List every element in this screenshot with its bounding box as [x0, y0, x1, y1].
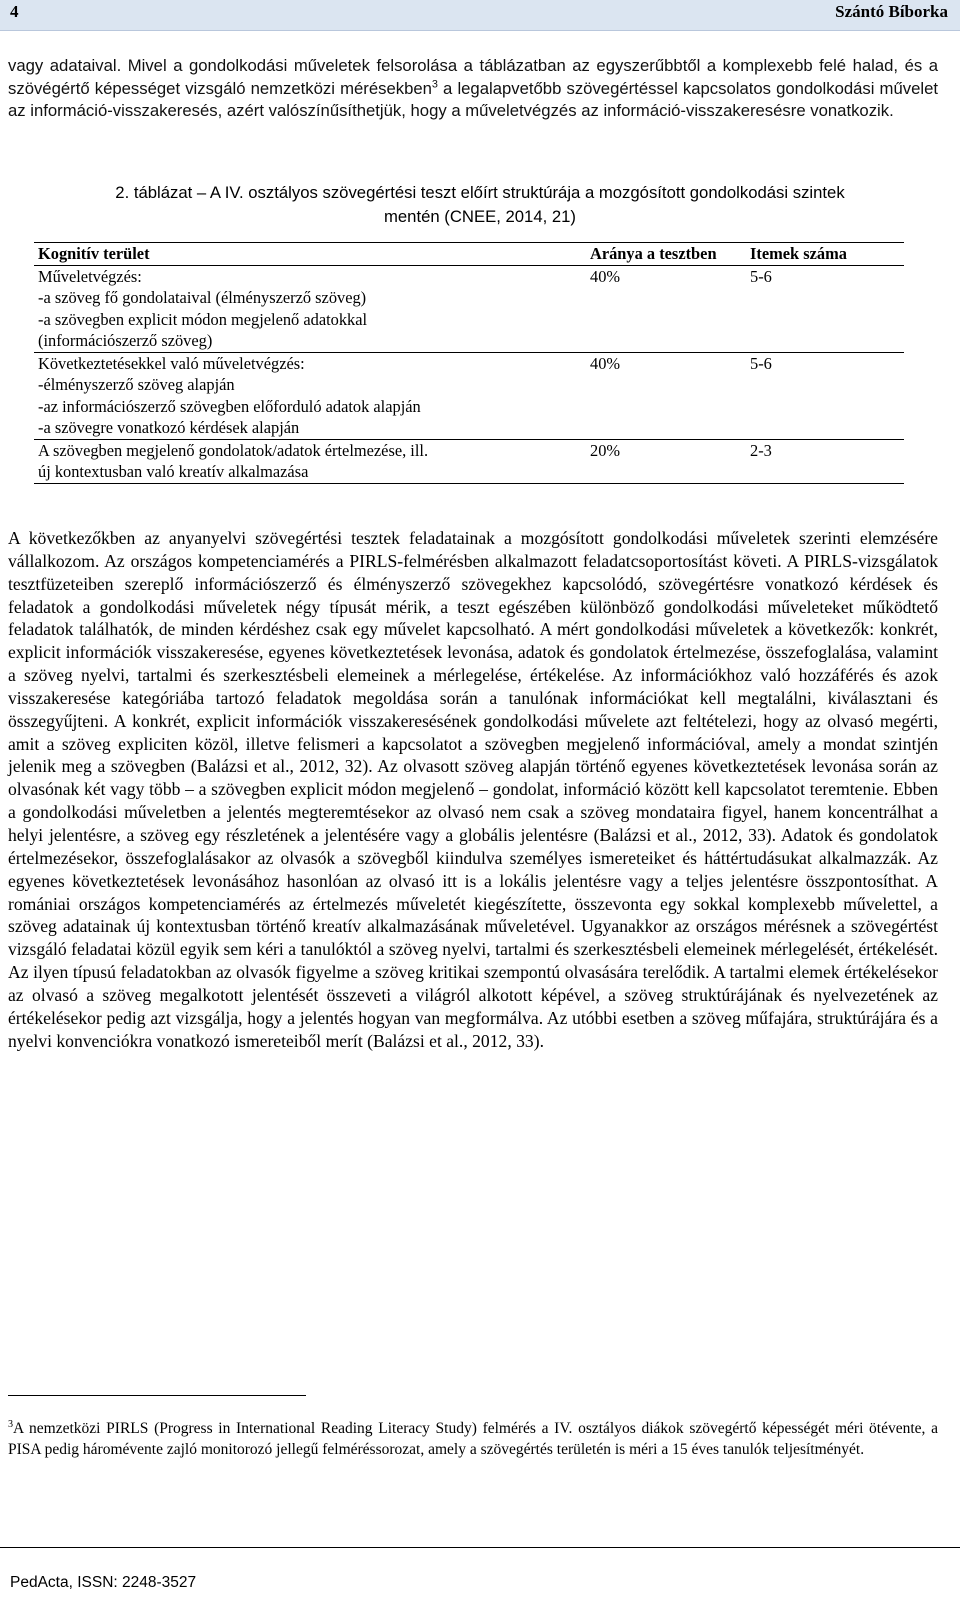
- cell-line: A szövegben megjelenő gondolatok/adatok értelmezése, ill.: [38, 440, 429, 460]
- page-number: 4: [10, 2, 19, 21]
- table-caption: [0, 181, 960, 229]
- footnote-reference[interactable]: 3: [431, 78, 438, 91]
- share-cell: 40%: [586, 265, 746, 352]
- intro-text-after: a legalapvetőbb szövegértéssel kapcsolatos gondolkodási művelet az információ-visszakeresés, azért valószínűsíthetjük, hogy a műveletvégzés az információ-visszakeresésre vonatkozik.: [8, 78, 938, 121]
- item-count-cell: 2-3: [746, 439, 904, 483]
- footnote-number: 3: [8, 1418, 14, 1430]
- footnote: [8, 1418, 938, 1460]
- item-count-cell: 5-6: [746, 265, 904, 352]
- cell-line: -élményszerző szöveg alapján: [38, 375, 235, 394]
- cell-line: -a szövegre vonatkozó kérdések alapján: [38, 418, 300, 437]
- cell-line: új kontextusban való kreatív alkalmazása: [38, 462, 309, 481]
- cell-line: -az információszerző szövegben előforduló adatok alapján: [38, 396, 421, 416]
- table-row: [34, 439, 904, 483]
- intro-text-before: vagy adataival. Mivel a gondolkodási műveletek felsorolása a táblázatban az egyszerűbbtől a komplexebb felé halad, és a szövégértő képességet vizsgáló nemzetközi mérésekben: [8, 56, 938, 98]
- cognitive-areas-table: [34, 242, 904, 484]
- cognitive-area-cell: [34, 439, 586, 483]
- cognitive-area-cell: [34, 265, 586, 352]
- table-header-row: [34, 243, 904, 266]
- share-cell: 40%: [586, 352, 746, 439]
- cell-line: -a szövegben explicit módon megjelenő adatokkal: [38, 309, 368, 329]
- cell-line: (információszerző szöveg): [38, 331, 213, 350]
- table-caption-line1: 2. táblázat – A IV. osztályos szövegértési teszt előírt struktúrája a mozgósított gondolkodási szintek: [115, 183, 845, 202]
- cell-line: Következtetésekkel való műveletvégzés:: [38, 353, 305, 373]
- header-item-count: Itemek száma: [746, 243, 904, 266]
- share-cell: 20%: [586, 439, 746, 483]
- table-row: [34, 265, 904, 352]
- table-caption-line2: mentén (CNEE, 2014, 21): [383, 207, 576, 226]
- page-footer: PedActa, ISSN: 2248-3527: [10, 1574, 197, 1591]
- table-row: [34, 352, 904, 439]
- body-paragraph: A következőkben az anyanyelvi szövegértési tesztek feladatainak a mozgósított gondolkodási műveletek szerinti elemzésére vállalkozom. Az országos kompetenciamérés a PIRLS-felmérésben alkalmazott feladatcsoportosítást követi. A PIRLS-vizsgálatok tesztfüzeteiben szereplő információszerző és élményszerző szövegekhez kapcsolódó, szövegértésre vonatkozó kérdések és feladatok a gondolkodási műveletek négy típusát mérik, a teszt egészében különböző gondolkodási műveleteket működtető feladatok találhatók, de minden kérdéshez csak egy művelet kapcsolható. A mért gondolkodási műveletek a következők: konkrét, explicit információk visszakeresése, egyenes következtetések levonása, adatok és gondolatok értelmezése, összefoglalása, valamint a szöveg nyelvi, tartalmi és szerkesztésbeli elemeinek a mérlegelése, értékelése. Az információkhoz való hozzáférés és azok visszakeresése kategóriába tartozó feladatok megoldása során a tanulónak információkat kell megtalálni, kiválasztani és összegyűjteni. A konkrét, explicit információk visszakeresésének gondolkodási művelete azt feltételezi, hogy az olvasó megérti, amit a szöveg expliciten közöl, illetve felismeri a kapcsolatot a szövegben megjelenő információval, amely a mondat szintjén jelenik meg a szövegben (Balázsi et al., 2012, 32). Az olvasott szöveg alapján történő egyenes következtetések levonása során az olvasónak két vagy több – a szövegben explicit módon megjelenő – gondolat, információ között kell kapcsolatot teremtenie. Ebben a gondolkodási műveletben a jelentés megteremtésekor az olvasó nem csak a szöveg mondataira figyel, hanem koncentrálhat a helyi jelentésre, a szöveg egy részletének a jelentésére vagy a globális jelentésre (Balázsi et al., 2012, 33). Adatok és gondolatok értelmezésekor, összefoglalásakor az olvasók a szövegből kiindulva személyes ismereteiket és háttértudásukat alkalmazzák. Az egyenes következtetések levonásához hasonlóan az olvasó itt is a lokális jelentésre vagy a teljes jelentésre összpontosíthat. A romániai országos kompetenciamérés az értelmezés műveletét kiegészítette, összevonta egy sokkal komplexebb művelettel, a szöveg adatainak új kontextusban történő kreatív alkalmazásának műveletével. Ugyanakkor az országos mérésnek a szövegértést vizsgáló feladatai közül egyik sem kéri a tanulóktól a szöveg nyelvi, tartalmi és szerkesztésbeli elemeinek mérlegelését, értékelését. Az ilyen típusú feladatokban az olvasók figyelme a szöveg kritikai szempontú olvasására terelődik. A tartalmi elemek értékelésekor az olvasó a szöveg megalkotott jelentését összeveti a világról alkotott képével, a szöveg struktúrájának és nyelvezetének az értékelésekor pedig azt vizsgálja, hogy a jelentés hogyan van megformálva. Az utóbbi esetben a szöveg műfajára, struktúrájára és a nyelvi konvenciókra vonatkozó ismereteiből merít (Balázsi et al., 2012, 33).: [8, 528, 938, 1051]
- item-count-cell: 5-6: [746, 352, 904, 439]
- header-share: Aránya a tesztben: [586, 243, 746, 266]
- cell-line: Műveletvégzés:: [38, 266, 142, 286]
- page-header: [0, 0, 960, 31]
- footnote-separator: [8, 1395, 306, 1396]
- header-cognitive-area: Kognitív terület: [34, 243, 586, 266]
- footnote-text: A nemzetközi PIRLS (Progress in International Reading Literacy Study) felmérés a IV. osztályos diákok szövegértő képességét méri ötévente, a PISA pedig háromévente zajló monitorozó jellegű felméréssorozat, amely a szövegértés területén is méri a 15 éves tanulók teljesítményét.: [8, 1420, 938, 1458]
- running-head-author: Szántó Bíborka: [835, 2, 948, 21]
- cognitive-area-cell: [34, 352, 586, 439]
- footer-separator: [0, 1547, 960, 1548]
- intro-paragraph: [8, 55, 938, 123]
- cell-line: -a szöveg fő gondolataival (élményszerző szöveg): [38, 288, 367, 307]
